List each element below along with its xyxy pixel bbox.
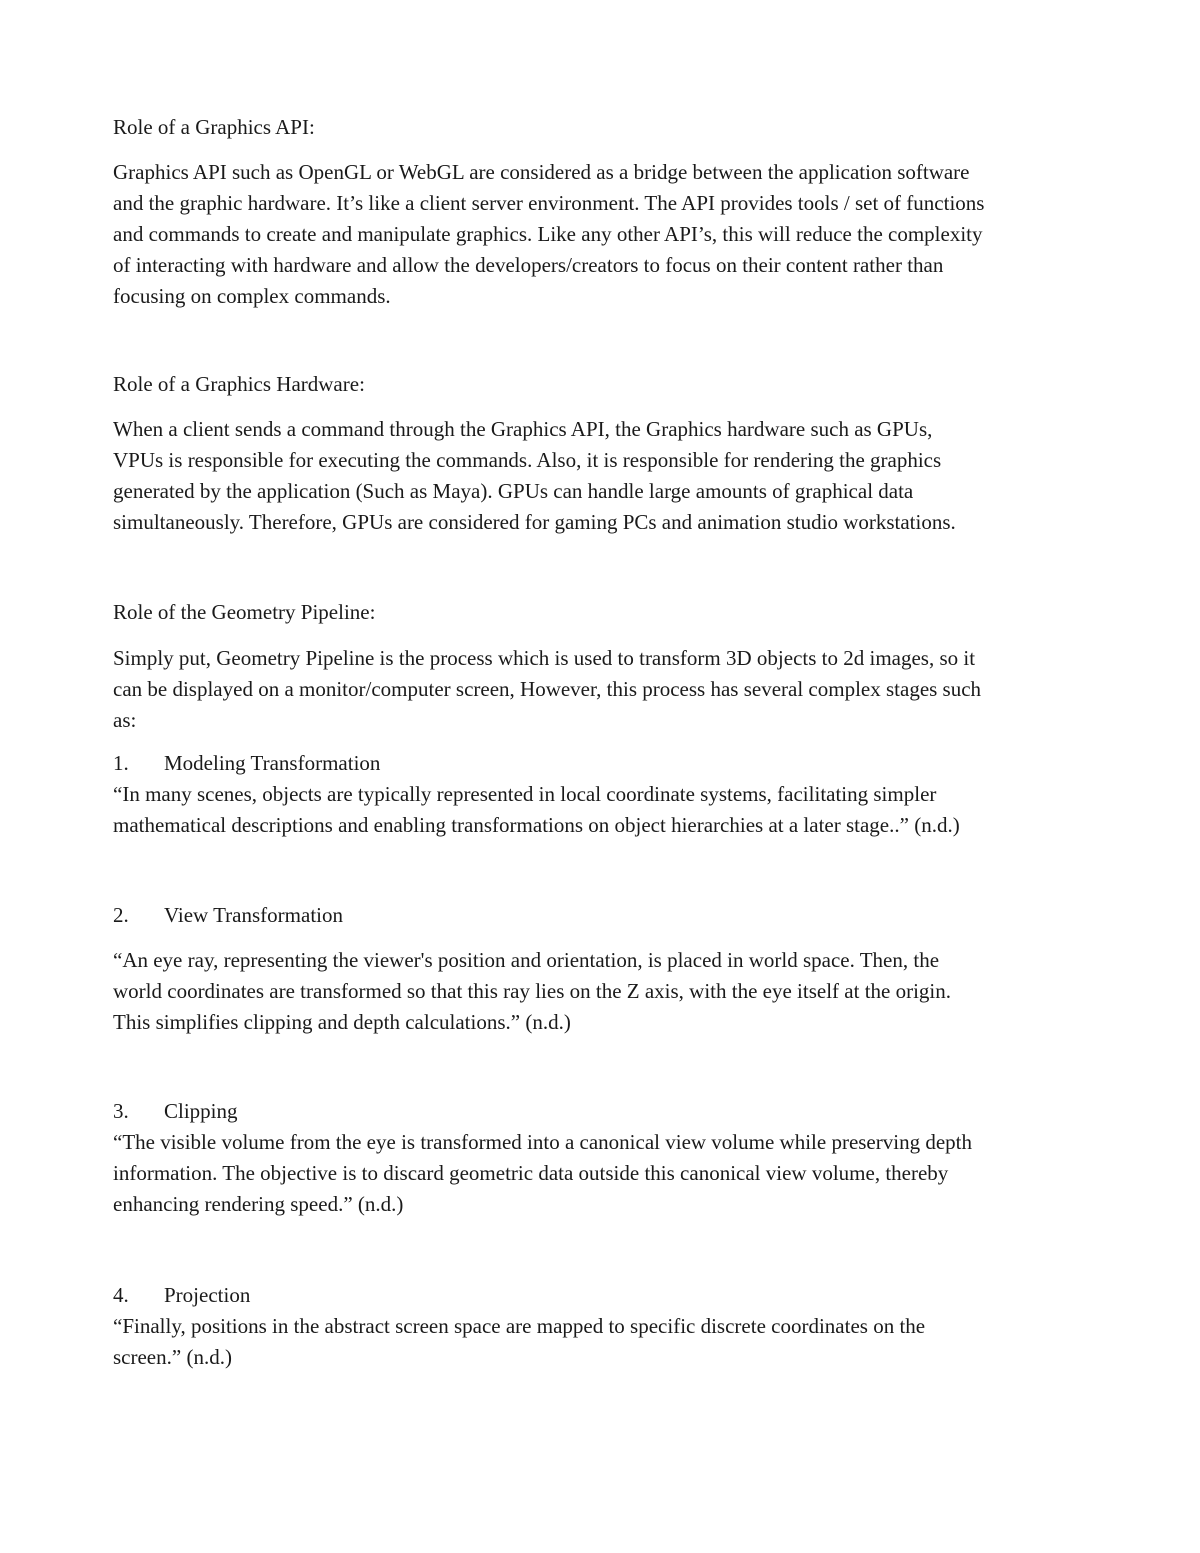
- stage-quote-projection: “Finally, positions in the abstract screen space are mapped to specific discrete coordinates on the screen.” (n.d.): [113, 1314, 926, 1369]
- stage-quote-modeling-transformation: “In many scenes, objects are typically represented in local coordinate systems, facilitating simpler mathematical descriptions and enabling transformations on object hierarchies at a later stage..” (n.d.): [113, 782, 960, 837]
- stage-quote-clipping: “The visible volume from the eye is transformed into a canonical view volume while preserving depth information. The objective is to discard geometric data outside this canonical view volume, thereby enhancing rendering speed.” (n.d.): [113, 1130, 972, 1216]
- stage-number: 4.: [113, 1283, 129, 1307]
- stage-heading-view-transformation: [113, 900, 1103, 931]
- stage-number: 3.: [113, 1099, 129, 1123]
- stage-number: 2.: [113, 903, 129, 927]
- section-body-graphics-hardware: When a client sends a command through the Graphics API, the Graphics hardware such as GPUs, VPUs is responsible for executing the commands. Also, it is responsible for rendering the graphics generated by the application (Such as Maya). GPUs can handle large amounts of graphical data simultaneously. Therefore, GPUs are considered for gaming PCs and animation studio workstations.: [113, 417, 956, 534]
- section-heading-graphics-hardware: Role of a Graphics Hardware:: [113, 372, 365, 396]
- stage-title: Clipping: [164, 1099, 238, 1123]
- section-heading-geometry-pipeline: Role of the Geometry Pipeline:: [113, 600, 376, 624]
- section-body-geometry-pipeline: Simply put, Geometry Pipeline is the process which is used to transform 3D objects to 2d images, so it can be displayed on a monitor/computer screen, However, this process has several complex stages such as:: [113, 646, 982, 732]
- section-body-graphics-api: Graphics API such as OpenGL or WebGL are considered as a bridge between the application software and the graphic hardware. It’s like a client server environment. The API provides tools / set of functions and commands to create and manipulate graphics. Like any other API’s, this will reduce the complexity of interacting with hardware and allow the developers/creators to focus on their content rather than focusing on complex commands.: [113, 160, 985, 308]
- section-heading-graphics-api: Role of a Graphics API:: [113, 115, 315, 139]
- stage-heading-modeling-transformation: [113, 748, 1103, 779]
- stage-title: Projection: [164, 1283, 251, 1307]
- stage-heading-projection: [113, 1280, 1103, 1311]
- stage-title: Modeling Transformation: [164, 751, 381, 775]
- stage-heading-clipping: [113, 1096, 1103, 1127]
- stage-title: View Transformation: [164, 903, 343, 927]
- stage-number: 1.: [113, 751, 129, 775]
- stage-quote-view-transformation: “An eye ray, representing the viewer's position and orientation, is placed in world space. Then, the world coordinates are transformed so that this ray lies on the Z axis, with the eye itself at the origin. This simplifies clipping and depth calculations.” (n.d.): [113, 948, 952, 1034]
